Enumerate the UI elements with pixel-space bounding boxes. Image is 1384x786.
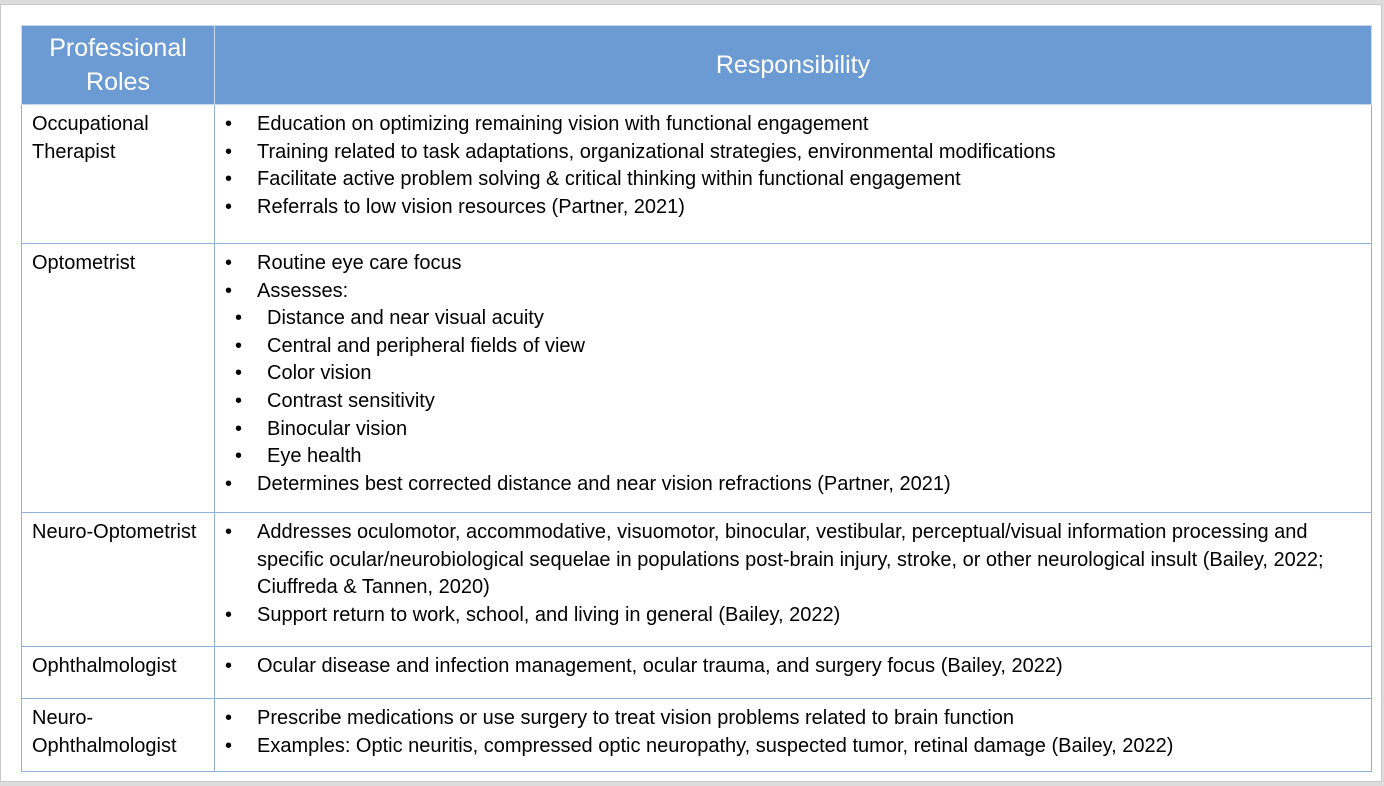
header-row: [22, 26, 1372, 105]
table-row: [22, 647, 1372, 699]
list-item: • Referrals to low vision resources (Partner, 2021): [215, 194, 1371, 222]
responsibility-list: [215, 519, 1371, 629]
responsibility-cell: [215, 244, 1372, 513]
header-professional-roles: Professional Roles: [22, 26, 215, 105]
list-item: • Ocular disease and infection management, ocular trauma, and surgery focus (Bailey, 2022): [215, 653, 1371, 681]
list-item: • Prescribe medications or use surgery to treat vision problems related to brain function: [215, 705, 1371, 733]
table-row: [22, 699, 1372, 772]
responsibility-list: [215, 250, 1371, 305]
responsibility-cell: [215, 513, 1372, 647]
role-cell: Neuro-Optometrist: [22, 513, 215, 647]
slide: [0, 4, 1382, 782]
list-item: • Examples: Optic neuritis, compressed optic neuropathy, suspected tumor, retinal damage (Bailey, 2022): [215, 733, 1371, 761]
responsibility-list: [215, 653, 1371, 681]
sub-list-item: • Distance and near visual acuity: [225, 305, 1371, 333]
table-row: [22, 105, 1372, 244]
header-responsibility: Responsibility: [215, 26, 1372, 105]
list-item: • Assesses:: [215, 278, 1371, 306]
table-row: [22, 244, 1372, 513]
table-row: [22, 513, 1372, 647]
list-item: • Determines best corrected distance and near vision refractions (Partner, 2021): [215, 471, 1371, 499]
assessment-sublist: [225, 305, 1371, 471]
list-item: • Addresses oculomotor, accommodative, visuomotor, binocular, vestibular, perceptual/visual information processing and specific ocular/neurobiological sequelae in populations post-brain injury, stroke, or other neurological insult (Bailey, 2022; Ciuffreda & Tannen, 2020): [215, 519, 1371, 602]
sub-list-item: • Binocular vision: [225, 416, 1371, 444]
list-item: • Routine eye care focus: [215, 250, 1371, 278]
responsibility-cell: [215, 699, 1372, 772]
responsibility-list: [215, 111, 1371, 221]
responsibility-cell: [215, 105, 1372, 244]
list-item: • Education on optimizing remaining vision with functional engagement: [215, 111, 1371, 139]
role-cell: Optometrist: [22, 244, 215, 513]
role-cell: Occupational Therapist: [22, 105, 215, 244]
sub-list-item: • Contrast sensitivity: [225, 388, 1371, 416]
list-item: • Facilitate active problem solving & critical thinking within functional engagement: [215, 166, 1371, 194]
sub-list-item: • Color vision: [225, 360, 1371, 388]
responsibility-cell: [215, 647, 1372, 699]
role-cell: Ophthalmologist: [22, 647, 215, 699]
sub-list-item: • Central and peripheral fields of view: [225, 333, 1371, 361]
responsibility-list: [215, 471, 1371, 499]
list-item: • Training related to task adaptations, organizational strategies, environmental modifications: [215, 139, 1371, 167]
list-item: • Support return to work, school, and living in general (Bailey, 2022): [215, 602, 1371, 630]
sub-list-item: • Eye health: [225, 443, 1371, 471]
role-cell: Neuro-Ophthalmologist: [22, 699, 215, 772]
roles-table: [21, 25, 1372, 772]
responsibility-list: [215, 705, 1371, 760]
